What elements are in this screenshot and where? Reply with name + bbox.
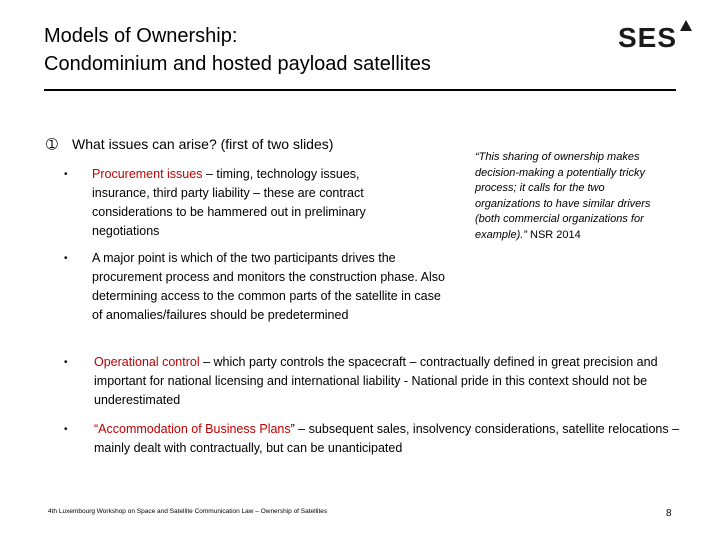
- title-divider: [44, 89, 676, 91]
- quote-source: NSR 2014: [526, 228, 581, 241]
- bullet-rest: A major point is which of the two participants drives the procurement process and monitors the construction phase. Also determining access to the common parts of the satellite in case of anomalies/failures should be predetermined: [92, 251, 445, 322]
- bullet-dot: •: [64, 357, 68, 368]
- quote-text: “This sharing of ownership makes decision-making a potentially tricky process; it calls for the two organizations to have similar drivers (both commercial organizations for example).”: [475, 151, 651, 241]
- question-text: What issues can arise? (first of two slides): [72, 136, 334, 152]
- triangle-icon: [680, 20, 692, 31]
- bullet-highlight: Procurement issues: [92, 167, 203, 181]
- footer-text: 4th Luxembourg Workshop on Space and Satellite Communication Law – Ownership of Satellites: [48, 508, 328, 515]
- question-heading: [46, 136, 333, 153]
- page-number: 8: [666, 508, 672, 519]
- bullet-text: [92, 249, 452, 325]
- title-line-1: Models of Ownership:: [44, 25, 238, 47]
- bullet-text: [94, 420, 684, 458]
- bullet-dot: •: [64, 169, 68, 180]
- logo-text: SES: [618, 22, 678, 53]
- nsr-quote: [475, 150, 665, 243]
- bullet-highlight: Operational control: [94, 355, 200, 369]
- ses-logo: [618, 20, 692, 56]
- bullet-rest: – timing, technology issues, insurance, third party liability – these are contract considerations to be hammered out in preliminary negotiations: [92, 167, 366, 238]
- bullet-text: [94, 353, 706, 410]
- slide-title: [44, 22, 431, 78]
- bullet-rest: ” – subsequent sales, insolvency considerations, satellite relocations – mainly dealt with contractually, but can be unanticipated: [94, 422, 680, 455]
- bullet-dot: •: [64, 253, 68, 264]
- circled-one-icon: ➀: [46, 136, 58, 152]
- bullet-text: [92, 165, 412, 241]
- bullet-rest: – which party controls the spacecraft – contractually defined in great precision and important for national licensing and international liability - National pride in this context should not be underestimated: [94, 355, 658, 407]
- bullet-dot: •: [64, 424, 68, 435]
- bullet-highlight: “Accommodation of Business Plans: [94, 422, 291, 436]
- title-line-2: Condominium and hosted payload satellites: [44, 53, 431, 75]
